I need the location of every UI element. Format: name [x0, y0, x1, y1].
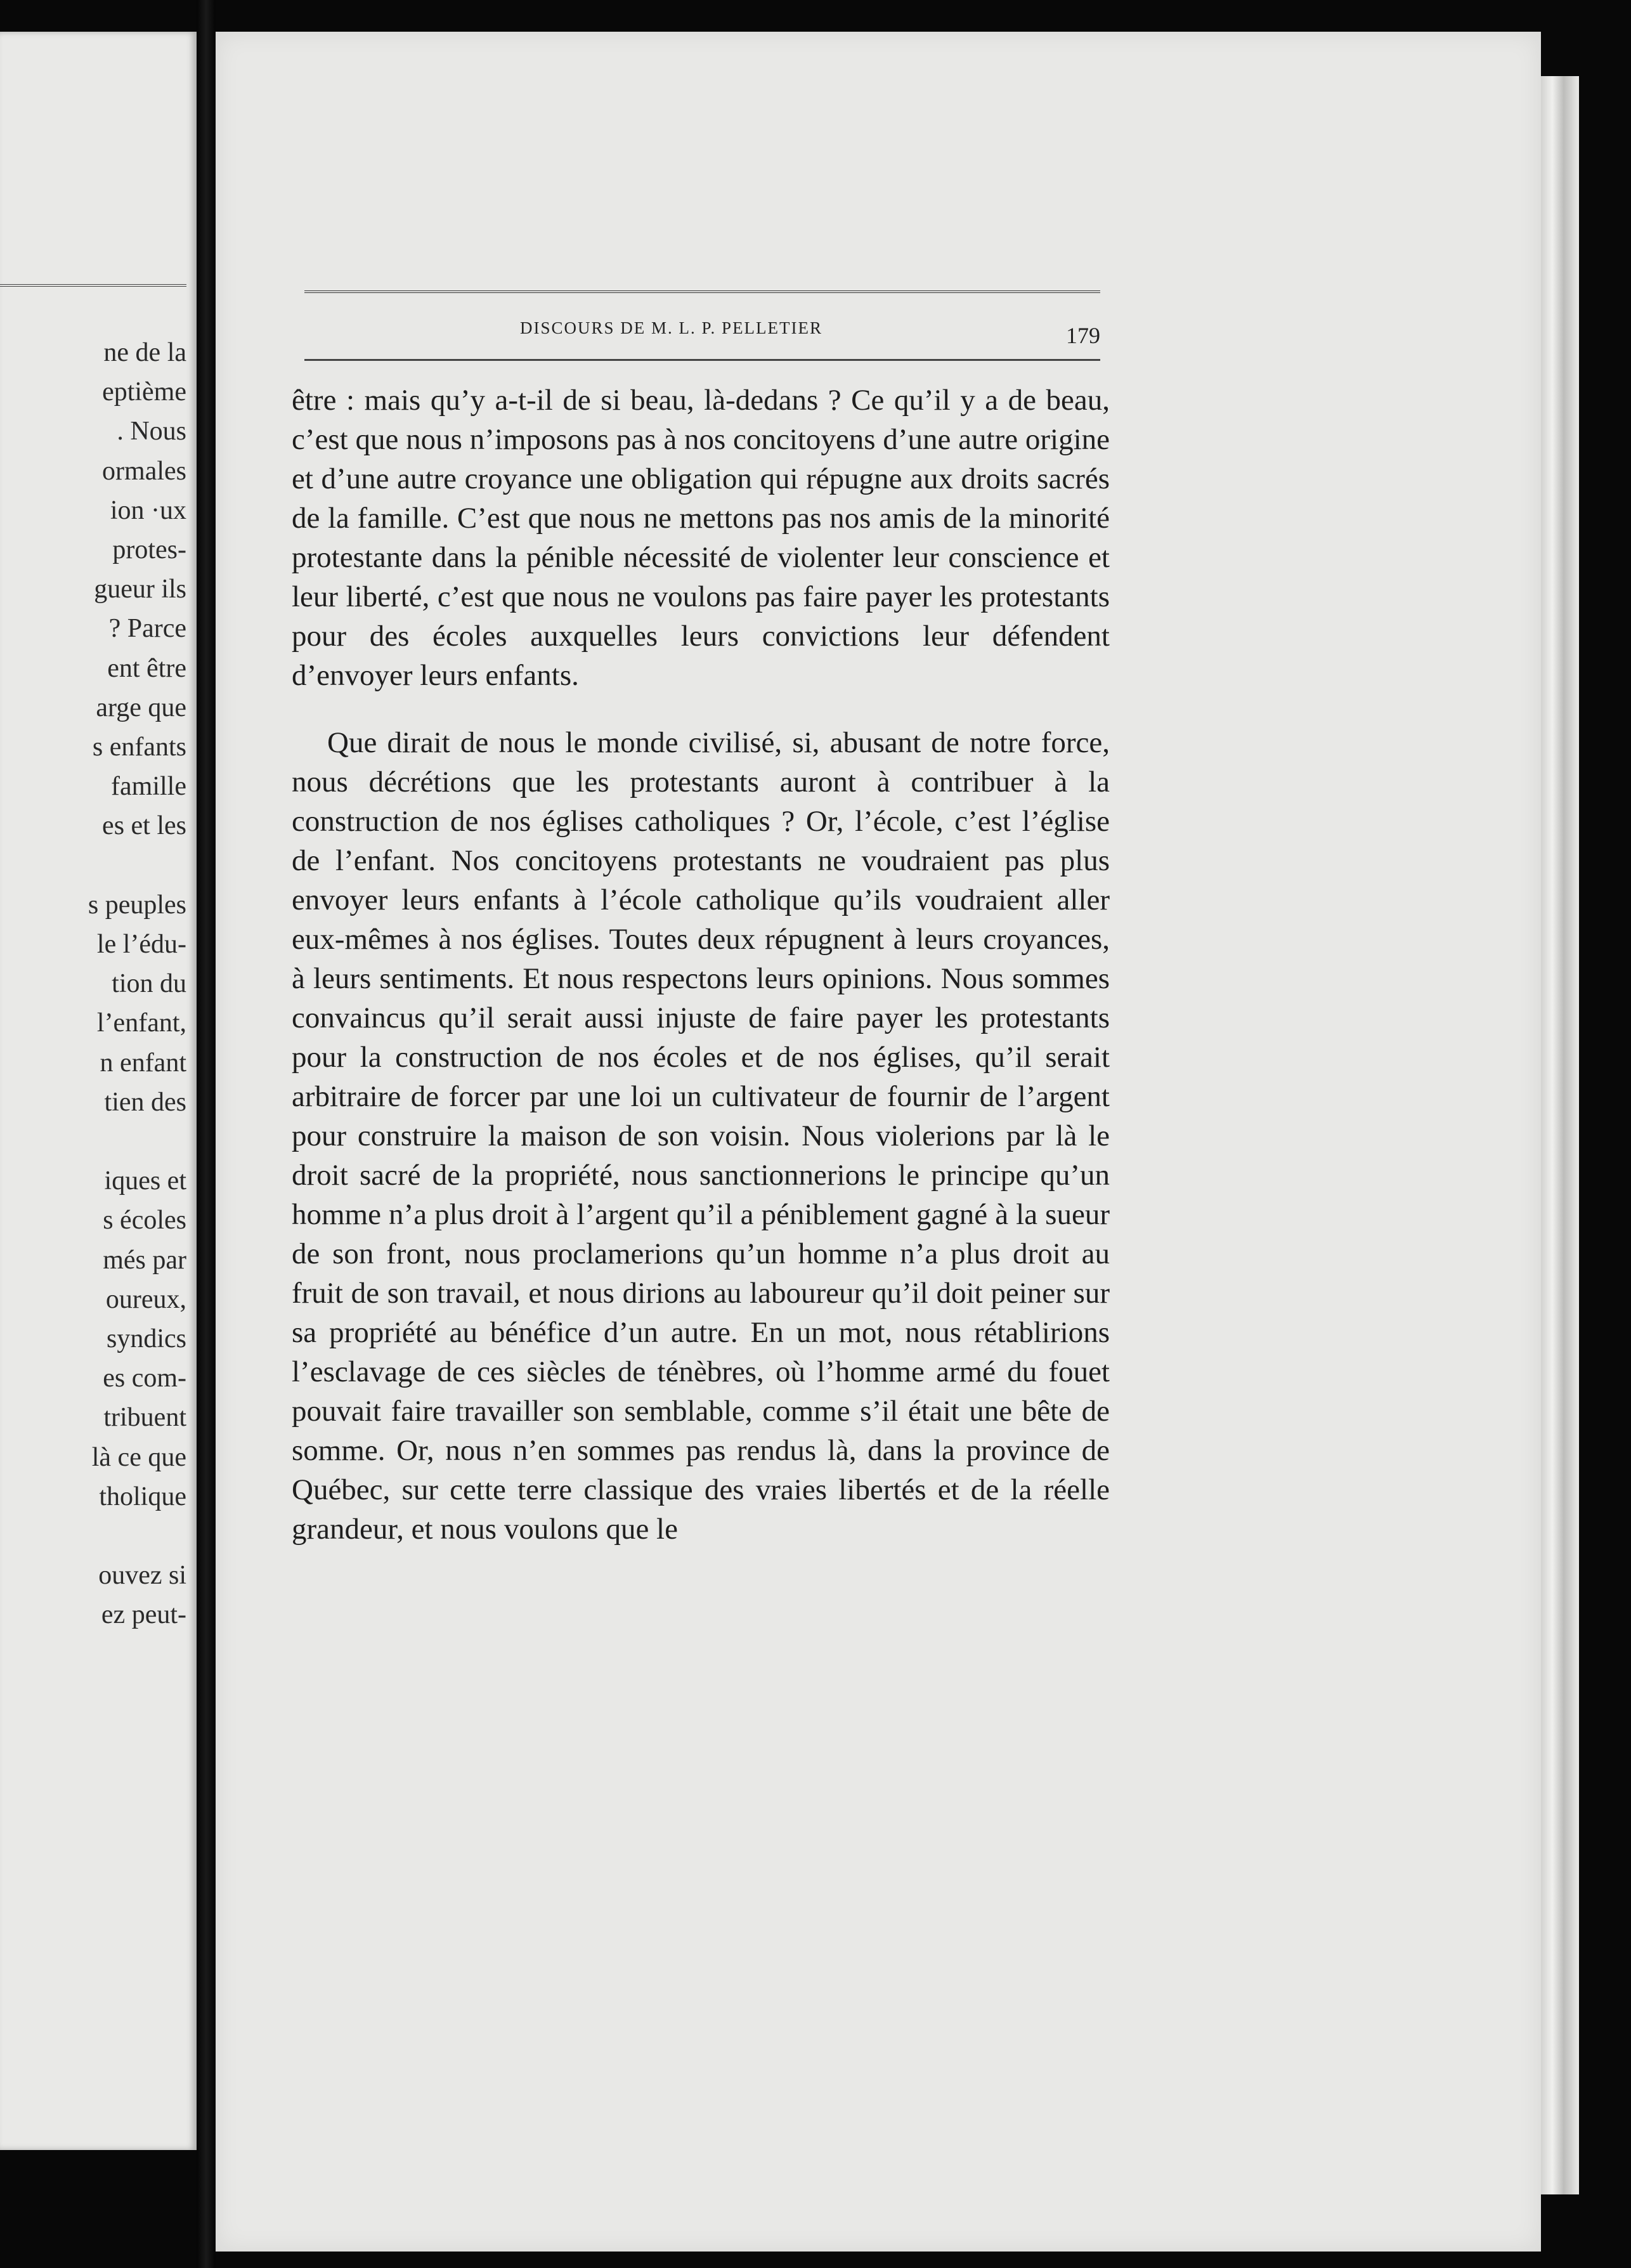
paragraph-1: être : mais qu’y a-t-il de si beau, là-dedans ? Ce qu’il y a de beau, c’est que nous n’imposons pas à nos concitoyens d’une autre origine et d’une autre croyance une obligation qui répugne aux droits sacrés de la famille. C’est que nous ne mettons pas nos amis de la minorité protestante dans la pénible nécessité de violenter leur conscience et leur liberté, c’est que nous ne voulons pas faire payer les protestants pour des écoles auxquelles leurs convictions leur défendent d’envoyer leurs enfants.: [292, 384, 1110, 692]
left-page-fragment: ? Parce: [108, 614, 186, 644]
paragraph-2: Que dirait de nous le monde civilisé, si, abusant de notre force, nous décrétions que les protestants auront à contribuer à la construction de nos églises catholiques ? Or, l’école, c’est l’église de l’enfant. Nos concitoyens protestants ne voudraient pas plus envoyer leurs enfants à l’école catholique qu’ils voudraient aller eux-mêmes à nos églises. Toutes deux répugnent à leurs croyances, à leurs sentiments. Et nous respectons leurs opinions. Nous sommes convaincus qu’il serait aussi injuste de faire payer les protestants pour la construction de nos écoles et de nos églises, qu’il serait arbitraire de forcer par une loi un cultivateur de fournir de l’argent pour construire la maison de son voisin. Nous violerions par là le droit sacré de la propriété, nous sanctionnerions le principe qu’un homme n’a plus droit à l’argent qu’il a péniblement gagné à la sueur de son front, nous proclamerions qu’un homme n’a plus droit au fruit de son travail, et nous dirions au laboureur qu’il doit peiner sur sa propriété au bénéfice d’un autre. En un mot, nous rétablirions l’esclavage de ces siècles de ténèbres, où l’homme armé du fouet pouvait faire travailler son semblable, comme s’il était une bête de somme. Or, nous n’en sommes pas rendus là, dans la province de Québec, sur cette terre classique des vraies libertés et de la réelle grandeur, et nous voulons que le: [292, 726, 1110, 1546]
left-page-fragment: tion du: [112, 969, 186, 999]
left-page-fragment: ez peut-: [101, 1600, 186, 1630]
header-bottom-rule: [304, 359, 1100, 361]
header-double-rule: [304, 290, 1100, 298]
running-head: [304, 290, 1100, 367]
book-gutter: [197, 0, 216, 2268]
left-page-fragment: famille: [111, 772, 186, 802]
left-page-rule: [0, 284, 186, 290]
left-page-fragment: s peuples: [88, 890, 186, 920]
left-page-fragment: s enfants: [92, 733, 186, 762]
left-page-fragment: tholique: [99, 1482, 186, 1511]
left-page-fragment: ne de la: [103, 338, 186, 367]
left-page-fragment: tien des: [104, 1087, 186, 1117]
left-page-fragment: s écoles: [103, 1206, 186, 1235]
body-text: [292, 381, 1110, 1549]
left-page-fragment: ormales: [102, 456, 186, 486]
page-number: 179: [1066, 323, 1100, 348]
left-page-fragment: eptième: [102, 377, 186, 407]
left-page-fragment: més par: [103, 1245, 186, 1275]
left-page-fragment: ourеux,: [105, 1284, 186, 1314]
page-edge: [1541, 76, 1579, 2194]
left-page-fragment: là ce que: [91, 1442, 186, 1472]
left-page-fragment: syndics: [107, 1324, 186, 1353]
left-page-fragment: ion ·ux: [110, 495, 186, 525]
left-page-fragment: protes-: [112, 535, 186, 564]
left-page-fragment: gueur ils: [94, 575, 186, 604]
left-page-fragment: es com-: [103, 1364, 186, 1393]
left-page-fragment: ouvez si: [98, 1561, 186, 1591]
left-page-fragment: es et les: [102, 811, 186, 841]
left-facing-page: [0, 32, 197, 2150]
left-page-fragment: le l’édu-: [96, 930, 186, 959]
left-page-fragment: iques et: [104, 1166, 186, 1196]
left-page-fragment: l’enfant,: [96, 1008, 186, 1038]
left-page-fragment: arge que: [96, 693, 186, 722]
left-page-fragment: n enfant: [100, 1048, 186, 1078]
left-page-fragment: tribuent: [103, 1403, 186, 1433]
left-page-fragment: ent être: [107, 653, 186, 683]
left-page-fragment: . Nous: [117, 417, 186, 446]
running-head-title: DISCOURS DE M. L. P. PELLETIER: [520, 318, 823, 337]
